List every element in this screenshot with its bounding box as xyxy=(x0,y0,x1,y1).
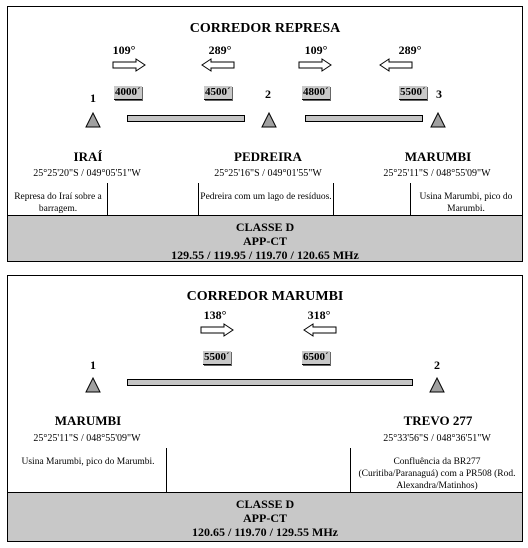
point-description: Confluência da BR277 (Curitiba/Paranaguá) com a PR508 (Rod. Alexandra/Matinhos) xyxy=(358,457,516,491)
distance-5500: 5500´ xyxy=(400,86,426,98)
point-coordinates: 25°25'20"S / 049°05'51"W xyxy=(33,168,141,179)
frequencies: 120.65 / 119.70 / 129.55 MHz xyxy=(192,525,338,539)
point-number-1: 1 xyxy=(90,358,96,372)
corredor-represa-title: CORREDOR REPRESA xyxy=(189,21,341,36)
arrow-right-icon xyxy=(298,59,332,71)
airspace-class: CLASSE D xyxy=(235,497,295,511)
point-name-marumbi: MARUMBI xyxy=(54,413,122,428)
arrow-left-icon xyxy=(201,59,235,71)
divider xyxy=(350,448,351,492)
divider xyxy=(410,183,411,216)
corredor-marumbi-title: CORREDOR MARUMBI xyxy=(186,289,344,304)
point-name-pedreira: PEDREIRA xyxy=(234,149,302,164)
divider xyxy=(166,448,167,492)
frequency-footer xyxy=(8,492,522,541)
point-description: Represa do Iraí sobre a barragem. xyxy=(14,192,102,214)
distance-6500: 6500´ xyxy=(303,351,329,363)
triangle-marker-icon xyxy=(430,378,444,392)
point-description: Pedreira com um lago de resíduos. xyxy=(200,192,332,202)
triangle-marker-icon xyxy=(86,113,100,127)
heading-109-a: 109° xyxy=(112,43,136,57)
arrow-right-icon xyxy=(200,324,234,336)
corridor-segment-2 xyxy=(305,115,423,122)
triangle-marker-icon xyxy=(86,378,100,392)
control-unit: APP-CT xyxy=(243,234,287,248)
heading-289-a: 289° xyxy=(208,43,232,57)
distance-5500: 5500´ xyxy=(204,351,230,363)
heading-318: 318° xyxy=(307,308,331,322)
triangle-marker-icon xyxy=(431,113,445,127)
corridor-segment-1 xyxy=(127,115,245,122)
heading-289-b: 289° xyxy=(398,43,422,57)
heading-138: 138° xyxy=(203,308,227,322)
point-coordinates: 25°25'16"S / 049°01'55"W xyxy=(214,168,322,179)
point-description: Usina Marumbi, pico do Marumbi. xyxy=(21,457,155,467)
distance-4500: 4500´ xyxy=(205,86,231,98)
point-number-3: 3 xyxy=(436,87,442,101)
heading-109-b: 109° xyxy=(304,43,328,57)
point-description: Usina Marumbi, pico do Marumbi. xyxy=(419,192,513,214)
corredor-marumbi-panel xyxy=(7,275,523,542)
distance-4000: 4000´ xyxy=(115,86,141,98)
airspace-class: CLASSE D xyxy=(235,220,295,234)
point-coordinates: 25°25'11"S / 048°55'09"W xyxy=(33,433,141,444)
arrow-right-icon xyxy=(112,59,146,71)
triangle-marker-icon xyxy=(262,113,276,127)
frequency-footer xyxy=(8,215,522,261)
point-number-2: 2 xyxy=(434,358,440,372)
frequencies: 129.55 / 119.95 / 119.70 / 120.65 MHz xyxy=(171,248,359,262)
corredor-represa-panel xyxy=(7,6,523,262)
divider xyxy=(107,183,108,216)
corridor-segment xyxy=(127,379,413,386)
divider xyxy=(333,183,334,216)
arrow-left-icon xyxy=(303,324,337,336)
distance-4800: 4800´ xyxy=(303,86,329,98)
arrow-left-icon xyxy=(379,59,413,71)
control-unit: APP-CT xyxy=(243,511,287,525)
point-number-1: 1 xyxy=(90,91,96,105)
point-name-marumbi: MARUMBI xyxy=(404,149,472,164)
point-coordinates: 25°33'56"S / 048°36'51"W xyxy=(383,433,491,444)
point-coordinates: 25°25'11"S / 048°55'09"W xyxy=(383,168,491,179)
point-name-trevo-277: TREVO 277 xyxy=(403,413,473,428)
point-number-2: 2 xyxy=(265,87,271,101)
point-name-irai: IRAÍ xyxy=(73,149,103,164)
